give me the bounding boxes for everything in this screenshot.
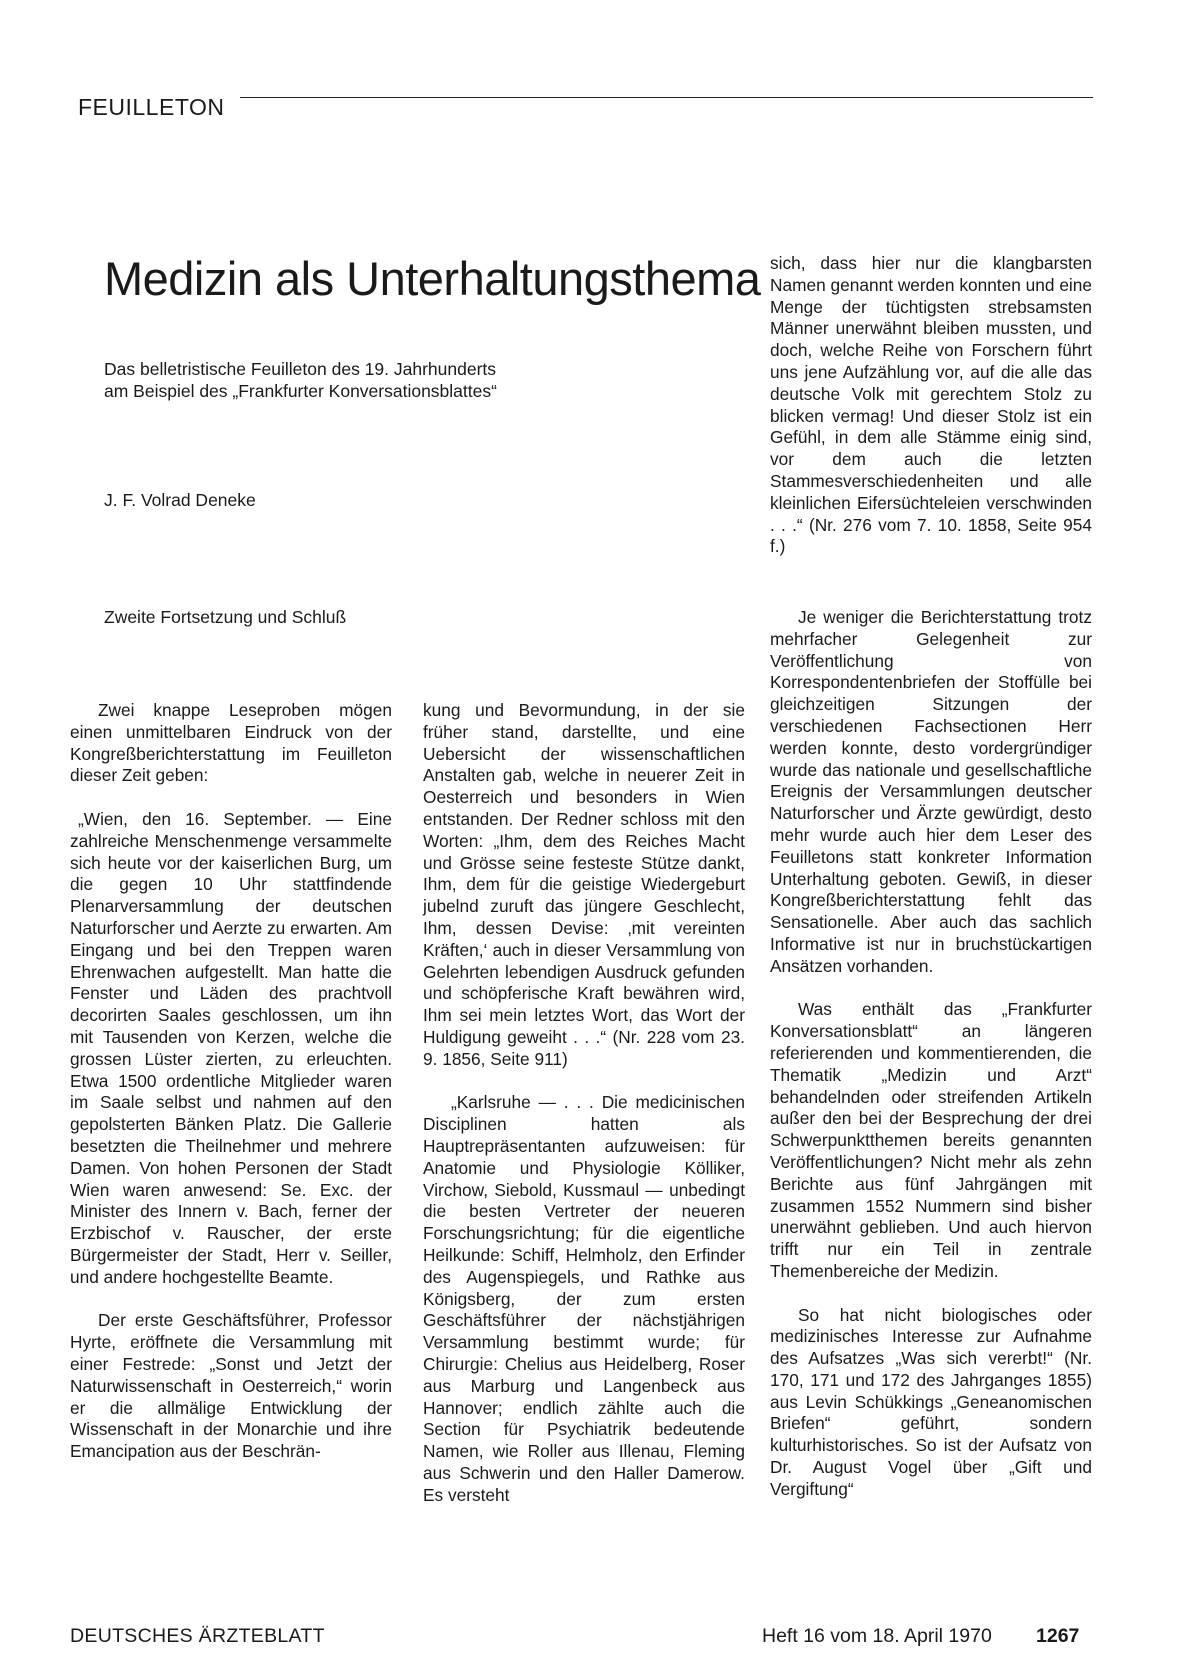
footer-issue: Heft 16 vom 18. April 1970: [762, 1625, 992, 1647]
section-label: FEUILLETON: [78, 94, 225, 120]
paragraph: Der erste Geschäftsführer, Professor Hyrte, eröffnete die Versammlung mit einer Festrede: „Sonst und Jetzt der Naturwissenschaft in Oesterreich,“ worin er die allmälige Entwicklung der Wissenschaft in der Monarchie und ihre Emancipation aus der Beschrän-: [70, 1310, 392, 1462]
paragraph: Zwei knappe Leseproben mögen einen unmittelbaren Eindruck von der Kongreßberichterstattung im Feuilleton dieser Zeit geben:: [70, 700, 392, 786]
article-subtitle: Das belletristische Feuilleton des 19. Jahrhunderts am Beispiel des „Frankfurter Konversationsblattes“: [104, 359, 497, 401]
page-number: 1267: [1036, 1625, 1080, 1647]
paragraph: kung und Bevormundung, in der sie früher stand, darstellte, und eine Uebersicht der wissenschaftlichen Anstalten gab, welche in neuerer Zeit in Oesterreich und besonders in Wien entstanden. Der Redner schloss mit den Worten: „Ihm, dem des Reiches Macht und Grösse seine festeste Stütze dankt, Ihm, dem für die geistige Wiedergeburt jubelnd zuruft das jüngere Geschlecht, Ihm, dessen Devise: ‚mit vereinten Kräften,‘ auch in dieser Versammlung von Gelehrten lebendigen Ausdruck gefunden und schöpferische Kraft bewähren wird, Ihm sei mein letztes Wort, das Wort der Huldigung geweiht . . .“ (Nr. 228 vom 23. 9. 1856, Seite 911): [423, 700, 745, 1069]
text-column-2: [423, 700, 745, 1528]
footer-publication: DEUTSCHES ÄRZTEBLATT: [70, 1625, 325, 1647]
continuation-note: Zweite Fortsetzung und Schluß: [104, 607, 347, 627]
paragraph: Je weniger die Berichterstattung trotz mehrfacher Gelegenheit zur Veröffentlichung von Korrespondentenbriefen der Stoffülle bei gleichzeitigen Sitzungen der verschiedenen Fachsectionen Herr werden konnte, desto vordergründiger wurde das nationale und gesellschaftliche Ereignis der Versammlungen deutscher Naturforscher und Ärzte gewürdigt, desto mehr wurde auch hier dem Leser des Feuilletons statt konkreter Information Unterhaltung geboten. Gewiß, in dieser Kongreßberichterstattung fehlt das Sensationelle. Aber auch das sachlich Informative ist nur in bruchstückartigen Ansätzen vorhanden.: [770, 607, 1092, 976]
text-column-1: [70, 700, 392, 1485]
section-rule: [240, 97, 1093, 98]
article-author: J. F. Volrad Deneke: [104, 490, 256, 510]
paragraph: So hat nicht biologisches oder medizinisches Interesse zur Aufnahme des Aufsatzes „Was sich vererbt!“ (Nr. 170, 171 und 172 des Jahrganges 1855) aus Levin Schükkings „Geneanomischen Briefen“ geführt, sondern kulturhistorisches. So ist der Aufsatz von Dr. August Vogel über „Gift und Vergiftung“: [770, 1304, 1092, 1499]
paragraph: sich, dass hier nur die klangbarsten Namen genannt werden konnten und eine Menge der tüchtigsten strebsamsten Männer unerwähnt bleiben mussten, und doch, welche Reihe von Forschern führt uns jene Aufzählung vor, auf die alle das deutsche Volk mit gerechtem Stolz zu blicken vermag! Und dieser Stolz ist ein Gefühl, in dem alle Stämme einig sind, vor dem auch die letzten Stammesverschiedenheiten und alle kleinlichen Eifersüchteleien verschwinden . . .“ (Nr. 276 vom 7. 10. 1858, Seite 954 f.): [770, 253, 1092, 557]
text-column-3: [770, 607, 1092, 1522]
paragraph: „Wien, den 16. September. — Eine zahlreiche Menschenmenge versammelte sich heute vor der kaiserlichen Burg, um die gegen 10 Uhr stattfindende Plenarversammlung der deutschen Naturforscher und Aerzte zu erwarten. Am Eingang und bei den Treppen waren Ehrenwachen aufgestellt. Man hatte die Fenster und Läden des prachtvoll decorirten Saales geschlossen, um ihn mit Tausenden von Kerzen, welche die grossen Lüster zierten, zu erleuchten. Etwa 1500 ordentliche Mitglieder waren im Saale selbst und nahmen auf den gepolsterten Bänken Platz. Die Gallerie besetzten die Theilnehmer und mehrere Damen. Von hohen Personen der Stadt Wien waren anwesend: Se. Exc. der Minister des Innern v. Bach, ferner der Erzbischof v. Rauscher, der erste Bürgermeister der Stadt, Herr v. Seiller, und andere hochgestellte Beamte.: [70, 808, 392, 1287]
article-title: Medizin als Unterhaltungsthema: [104, 252, 761, 305]
paragraph: Was enthält das „Frankfurter Konversationsblatt“ an längeren referierenden und kommentierenden, die Thematik „Medizin und Arzt“ behandelnden oder streifenden Artikeln außer den bei der Besprechung der drei Schwerpunktthemen bereits genannten Veröffentlichungen? Nicht mehr als zehn Berichte aus fünf Jahrgängen mit zusammen 1552 Nummern sind bisher unerwähnt geblieben. Und auch hiervon trifft nur ein Teil in zentrale Themenbereiche der Medizin.: [770, 999, 1092, 1281]
paragraph: „Karlsruhe — . . . Die medicinischen Disciplinen hatten als Hauptrepräsentanten aufzuweisen: für Anatomie und Physiologie Kölliker, Virchow, Siebold, Kussmaul — unbedingt die besten Vertreter der neueren Forschungsrichtung; für die eigentliche Heilkunde: Schiff, Helmholz, den Erfinder des Augenspiegels, und Rathke aus Königsberg, der zum ersten Geschäftsführer der nächstjährigen Versammlung bestimmt wurde; für Chirurgie: Chelius aus Heidelberg, Roser aus Marburg und Langenbeck aus Hannover; endlich zählte auch die Section für Psychiatrik bedeutende Namen, wie Roller aus Illenau, Fleming aus Schwerin und den Haller Damerow. Es versteht: [423, 1092, 745, 1505]
text-column-3-top: [770, 253, 1092, 580]
